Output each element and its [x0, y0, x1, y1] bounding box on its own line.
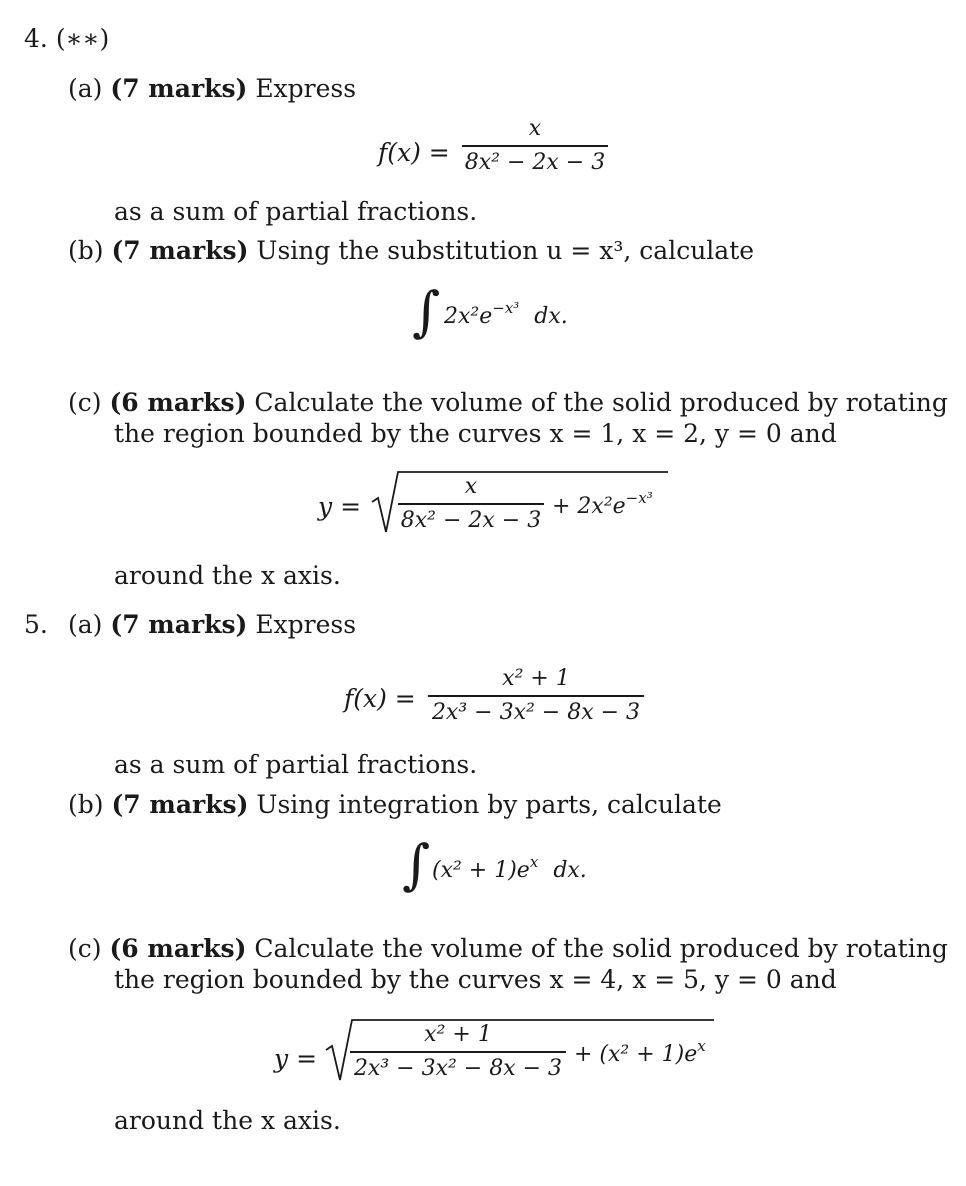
q5c-after: around the x axis.	[114, 1106, 341, 1135]
q5a-lhs: f(x) =	[344, 684, 416, 713]
q5b-exponent: x	[529, 853, 539, 871]
q4a-text: Express	[255, 74, 357, 103]
q4b-integral	[412, 280, 441, 343]
q4a-label: (a)	[68, 74, 103, 103]
q5a-text: Express	[255, 610, 357, 639]
q4c-fraction	[398, 476, 544, 532]
q4c-after: around the x axis.	[114, 561, 341, 590]
q5c-line1: Calculate the volume of the solid produced by rotating	[254, 934, 948, 963]
q4-difficulty: (∗∗)	[55, 24, 110, 53]
q5c-lhs: y =	[274, 1044, 318, 1073]
q5c-heading	[68, 936, 948, 961]
q5-number: 5.	[24, 610, 48, 639]
q5c-fraction	[350, 1024, 566, 1080]
q5b-dx: dx.	[553, 858, 587, 883]
q4b-text: Using the substitution u = x³, calculate	[256, 236, 755, 265]
q5b-label: (b)	[68, 790, 104, 819]
q4b-label: (b)	[68, 236, 104, 265]
q4b-heading	[68, 238, 754, 263]
q5c-marks: (6 marks)	[109, 934, 247, 963]
q5c-numerator: x² + 1	[424, 1022, 492, 1047]
q4c-heading	[68, 390, 948, 415]
q4b-dx: dx.	[534, 304, 568, 329]
q5b-marks: (7 marks)	[111, 790, 249, 819]
q4c-line1: Calculate the volume of the solid produced by rotating	[254, 388, 948, 417]
q5a-heading	[68, 612, 356, 637]
q4a-marks: (7 marks)	[110, 74, 248, 103]
q4c-plus-exp: −x³	[625, 489, 653, 507]
integral-sign: ∫	[402, 833, 431, 896]
q5c-denominator: 2x³ − 3x² − 8x − 3	[353, 1055, 563, 1081]
q4c-plus-term: + $2x^2e^{-x^3}$	[552, 489, 653, 519]
integral-sign: ∫	[412, 280, 441, 343]
q5a-fraction	[428, 668, 644, 724]
q5c-plus-exp: x	[697, 1037, 706, 1055]
q4a-fraction	[462, 118, 608, 174]
q5a-marks: (7 marks)	[110, 610, 248, 639]
q5b-heading	[68, 792, 722, 817]
q5a-after: as a sum of partial fractions.	[114, 750, 478, 779]
q5a-numerator: x² + 1	[502, 666, 570, 691]
q5b-integrand: $(x^2 + 1)e^x$ dx.	[432, 853, 587, 883]
q5a-denominator: 2x³ − 3x² − 8x − 3	[431, 699, 641, 725]
q4c-numerator: x	[464, 474, 478, 499]
q4a-after: as a sum of partial fractions.	[114, 197, 478, 226]
q4b-marks: (7 marks)	[111, 236, 249, 265]
q4b-integrand: $2x^2e^{-x^3}$ dx.	[444, 299, 568, 329]
q4c-label: (c)	[68, 388, 102, 417]
q4b-exponent: −x³	[492, 299, 520, 317]
q4c-marks: (6 marks)	[109, 388, 247, 417]
q5b-text: Using integration by parts, calculate	[256, 790, 722, 819]
q4c-line2: the region bounded by the curves x = 1, x = 2, y = 0 and	[114, 419, 837, 448]
q4a-lhs: f(x) =	[378, 138, 450, 167]
q5c-plus-term: + $(x^2 + 1)e^x$	[574, 1037, 706, 1067]
q4-number: 4. (∗∗)	[24, 24, 110, 53]
q5b-integral	[402, 833, 431, 896]
q4a-heading	[68, 76, 356, 101]
q5c-line2: the region bounded by the curves x = 4, x = 5, y = 0 and	[114, 965, 837, 994]
q4c-denominator: 8x² − 2x − 3	[400, 507, 542, 533]
q4a-numerator: x	[528, 116, 542, 141]
q4c-lhs: y =	[318, 492, 362, 521]
q5c-label: (c)	[68, 934, 102, 963]
q4a-denominator: 8x² − 2x − 3	[464, 149, 606, 175]
q5a-label: (a)	[68, 610, 103, 639]
